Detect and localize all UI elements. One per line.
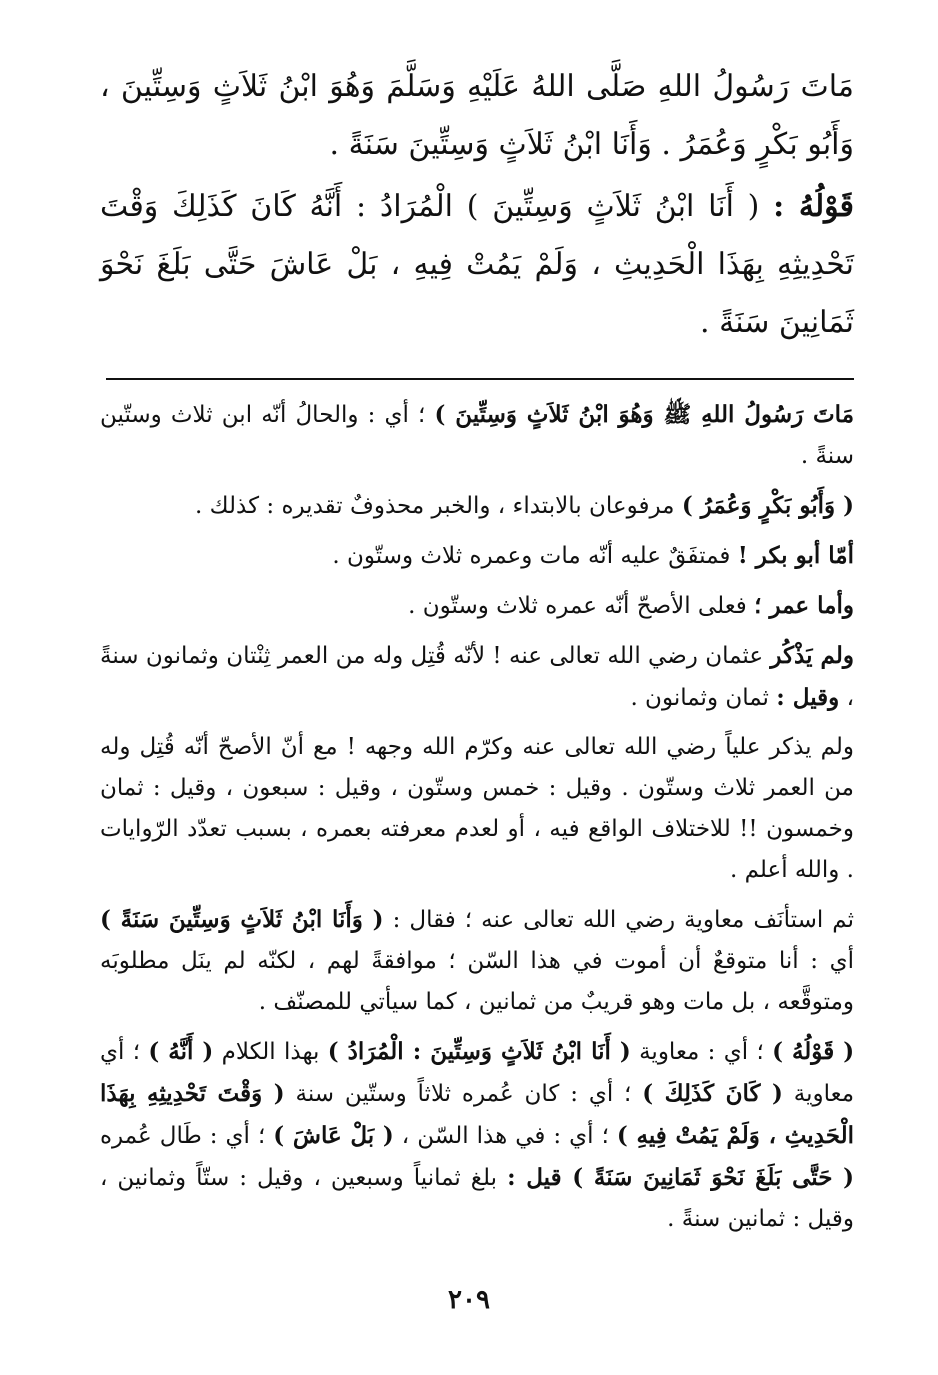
commentary-8-quote-7: ( حَتَّى بَلَغَ نَحْوَ ثَمَانِينَ سَنَةً ) قيل : [507,1164,854,1191]
commentary-paragraph-2 [100,485,854,527]
commentary-paragraph-7 [100,899,854,1023]
main-paragraph-2 [100,178,854,352]
commentary-8-text-g: بلغ ثمانياً وسبعين ، وقيل : ستّاً وثمانين ، وقيل : ثمانين سنةً . [100,1165,854,1232]
commentary-5-lead: ولم يَذْكُر [770,642,854,669]
commentary [100,394,854,1240]
commentary-8-quote-5: ( وَقْتَ تَحْدِيثِهِ بِهَذَا الْحَدِيثِ ، وَلَمْ يَمُتْ فِيهِ ) [100,1080,854,1149]
commentary-paragraph-3 [100,535,854,577]
hadith-text: مَاتَ رَسُولُ اللهِ صَلَّى اللهُ عَلَيْهِ وَسَلَّمَ وَهُوَ ابْنُ ثَلاَثٍ وَسِتِّينَ ، وَأَبُو بَكْرٍ وَعُمَرُ . وَأَنَا ابْنُ ثَلاَثٍ وَسِتِّينَ سَنَةً . [100,69,854,162]
main-paragraph-1 [100,58,854,174]
commentary-paragraph-8 [100,1031,854,1240]
commentary-8-text-b: بهذا الكلام [221,1039,320,1065]
commentary-4-text: فعلى الأصحّ أنّه عمره ثلاث وستّون . [408,593,747,619]
page-number: ٢٠٩ [448,1285,490,1315]
commentary-8-quote-3: ( أَنَّهُ ) [148,1038,214,1065]
commentary-7-quote: ( وَأَنَا ابْنُ ثَلاَثٍ وَسِتِّينَ سَنَةً ) [100,906,384,933]
commentary-paragraph-6 [100,727,854,891]
main-paragraph-2-text: ( أَنَا ابْنُ ثَلاَثٍ وَسِتِّينَ ) الْمُرَادُ : أَنَّهُ كَانَ كَذَلِكَ وَقْتَ تَحْدِيثِهِ بِهَذَا الْحَدِيثِ ، وَلَمْ يَمُتْ فِيهِ ، بَلْ عَاشَ حَتَّى بَلَغَ نَحْوَ ثَمَانِينَ سَنَةً . [100,189,854,340]
commentary-1-text: ؛ أي : والحالُ أنّه ابن ثلاث وستّين سنةً . [100,402,854,469]
commentary-paragraph-5 [100,635,854,719]
commentary-8-quote-2: ( أَنَا ابْنُ ثَلاَثٍ وَسِتِّينَ : الْمُرَادُ ) [327,1038,631,1065]
commentary-3-lead: أمّا أبو بكر ! [737,542,854,569]
commentary-2-quote: ( وَأَبُو بَكْرٍ وَعُمَرُ ) [681,492,854,519]
commentary-5-text-b: ثمان وثمانون . [630,685,769,711]
commentary-8-text-e: ؛ أي : في هذا السّن ، [401,1123,609,1149]
commentary-7-text-b: أي : أنا متوقعٌ أن أموت في هذا السّن ؛ موافقةً لهم ، لكنّه لم ينَل مطلوبَه ومتوقَّعه ، بل مات وهو قريبٌ من ثمانين ، كما سيأتي للمصنّف . [100,948,854,1015]
commentary-8-text-f: ؛ أي : طَال عُمره [100,1123,266,1149]
commentary-6-text: ولم يذكر علياً رضي الله تعالى عنه وكرّم الله وجهه ! مع أنّ الأصحّ أنّه قُتِل وله من العمر ثلاث وستّون . وقيل : خمس وستّون ، وقيل : سبعون ، وقيل : ثمان وخمسون !! للاختلاف الواقع فيه ، أو لعدم معرفته بعمره ، بسبب تعدّد الرّوايات . والله أعلم . [100,734,854,883]
commentary-8-quote-4: ( كَانَ كَذَلِكَ ) [642,1080,783,1107]
footnote-divider [106,378,854,380]
commentary-8-quote-6: ( بَلْ عَاشَ ) [273,1122,394,1149]
commentary-7-text: ثم استأنَف معاوية رضي الله تعالى عنه ؛ فقال : [392,907,854,933]
main-text [100,58,854,352]
commentary-8-text-a: ؛ أي : معاوية [639,1039,764,1065]
commentary-1-quote: مَاتَ رَسُولُ اللهِ ﷺ وَهُوَ ابْنُ ثَلاَثٍ وَسِتِّينَ ) [434,401,855,428]
commentary-paragraph-1 [100,394,854,477]
commentary-5-text: عثمان رضي الله تعالى عنه ! لأنّه قُتِل وله من العمر ثِنْتان وثمانون سنةً ، [100,643,854,711]
commentary-2-text: مرفوعان بالابتداء ، والخبر محذوفٌ تقديره : كذلك . [195,493,675,519]
commentary-5-qila: وقيل : [776,684,840,711]
commentary-8-quote-1: ( قَوْلُهُ ) [772,1038,855,1065]
commentary-4-lead: وأما عمر ؛ [754,592,854,619]
commentary-3-text: فمتفَقٌ عليه أنّه مات وعمره ثلاث وستّون . [332,543,731,569]
commentary-8-text-d: ؛ أي : كان عُمره ثلاثاً وستّين سنة [295,1081,632,1107]
qawluhu-label: قَوْلُهُ : [773,189,854,224]
commentary-8-text-c: ؛ أي معاوية [100,1039,855,1107]
commentary-paragraph-4 [100,585,854,627]
